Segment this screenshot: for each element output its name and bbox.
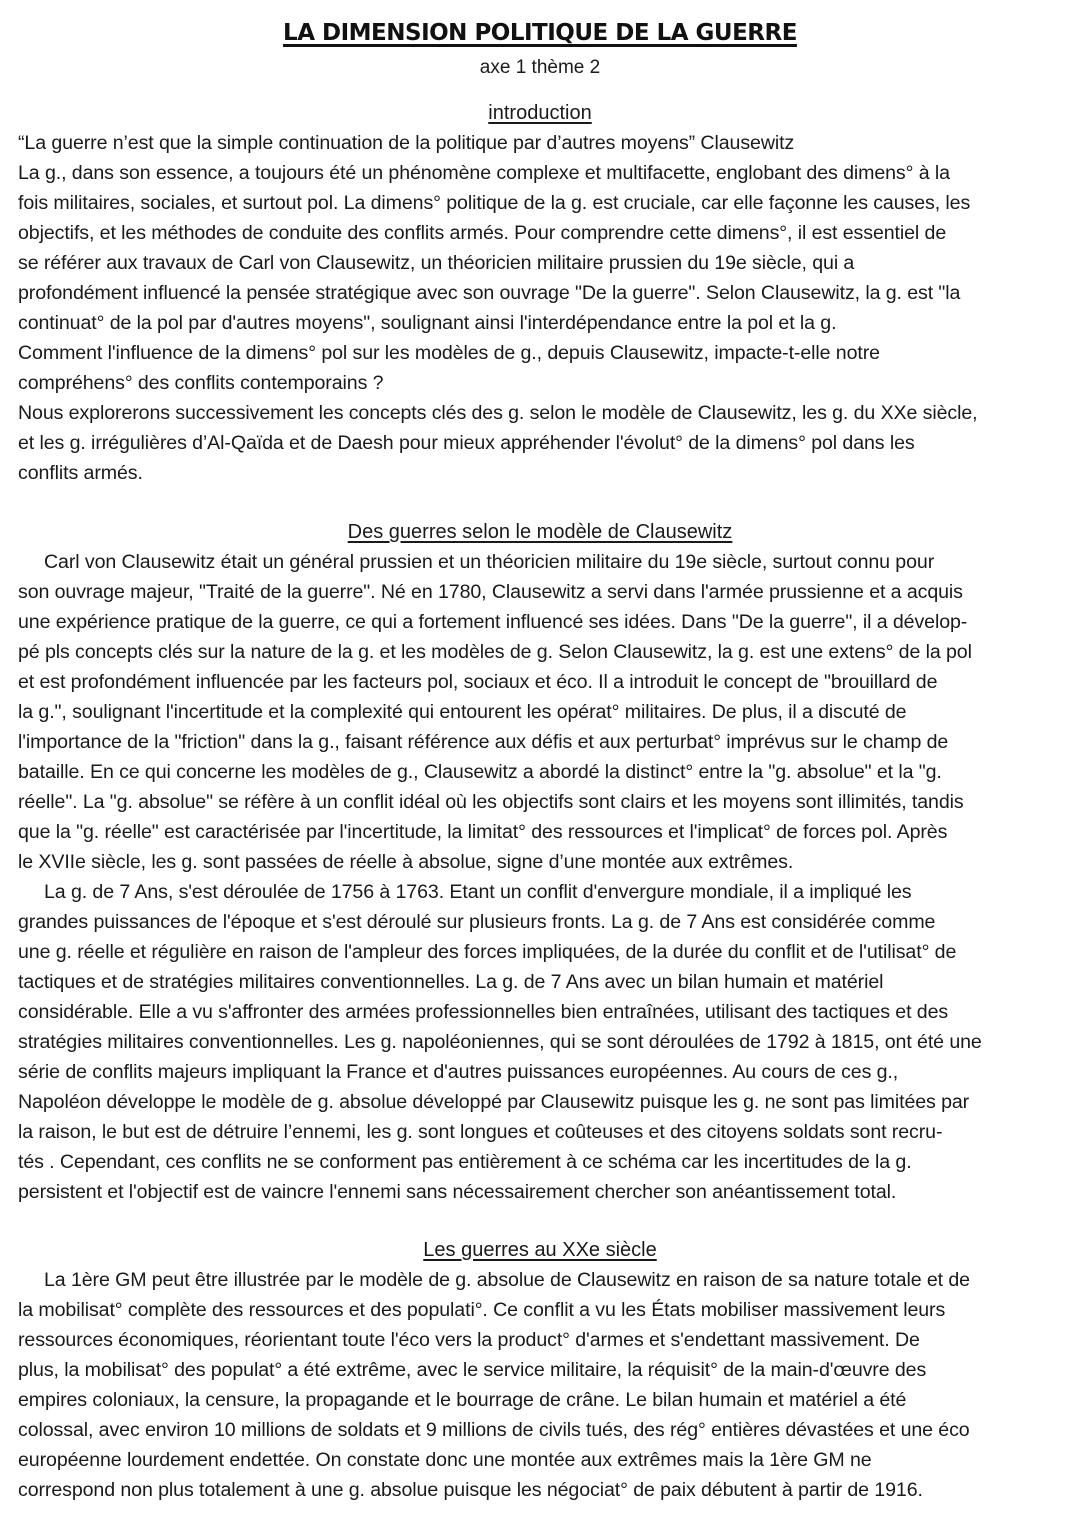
text-line: la g.", soulignant l'incertitude et la complexité qui entourent les opérat° militaires. De plus, il a discuté de bbox=[18, 701, 907, 723]
text-line: et les g. irrégulières d’Al-Qaïda et de Daesh pour mieux appréhender l'évolut° de la dimens° pol dans les bbox=[18, 432, 915, 454]
text-line: européenne lourdement endettée. On constate donc une montée aux extrêmes mais la 1ère GM ne bbox=[18, 1449, 872, 1471]
text-line: bataille. En ce qui concerne les modèles de g., Clausewitz a abordé la distinct° entre la "g. absolue" et la "g. bbox=[18, 761, 942, 783]
text-line: stratégies militaires conventionnelles. Les g. napoléoniennes, qui se sont déroulées de 1792 à 1815, ont été une bbox=[18, 1031, 982, 1053]
text-line: son ouvrage majeur, "Traité de la guerre". Né en 1780, Clausewitz a servi dans l'armée prussienne et a acquis bbox=[18, 581, 963, 603]
text-line: Napoléon développe le modèle de g. absolue développé par Clausewitz puisque les g. ne sont pas limitées par bbox=[18, 1091, 970, 1113]
text-line: se référer aux travaux de Carl von Clausewitz, un théoricien militaire prussien du 19e siècle, qui a bbox=[18, 252, 855, 274]
text-line: Carl von Clausewitz était un général prussien et un théoricien militaire du 19e siècle, surtout connu pour bbox=[44, 551, 935, 573]
text-line: Nous explorerons successivement les concepts clés des g. selon le modèle de Clausewitz, les g. du XXe siècle, bbox=[18, 402, 978, 424]
section-heading: Les guerres au XXe siècle bbox=[423, 1239, 657, 1261]
text-line: La 1ère GM peut être illustrée par le modèle de g. absolue de Clausewitz en raison de sa nature totale et de bbox=[44, 1269, 970, 1291]
section-introduction bbox=[0, 98, 1080, 488]
section-heading: introduction bbox=[488, 102, 592, 124]
text-line: une g. réelle et régulière en raison de l'ampleur des forces impliquées, de la durée du conflit et de l'utilisat° de bbox=[18, 941, 957, 963]
text-line: compréhens° des conflits contemporains ? bbox=[18, 372, 384, 394]
text-line: la mobilisat° complète des ressources et des populati°. Ce conflit a vu les États mobiliser massivement leurs bbox=[18, 1299, 946, 1321]
text-line: tés . Cependant, ces conflits ne se conforment pas entièrement à ce schéma car les incertitudes de la g. bbox=[18, 1151, 912, 1173]
text-line: réelle". La "g. absolue" se réfère à un conflit idéal où les objectifs sont clairs et les moyens sont illimités, tandis bbox=[18, 791, 964, 813]
text-line: profondément influencé la pensée stratégique avec son ouvrage "De la guerre". Selon Clausewitz, la g. est "la bbox=[18, 282, 961, 304]
text-line: plus, la mobilisat° des populat° a été extrême, avec le service militaire, la réquisit° de la main-d'œuvre des bbox=[18, 1359, 927, 1381]
document-title: LA DIMENSION POLITIQUE DE LA GUERRE bbox=[283, 20, 797, 46]
text-line: une expérience pratique de la guerre, ce qui a fortement influencé ses idées. Dans "De la guerre", il a dévelop- bbox=[18, 611, 968, 633]
text-line: objectifs, et les méthodes de conduite des conflits armés. Pour comprendre cette dimens°, il est essentiel de bbox=[18, 222, 947, 244]
text-line: continuat° de la pol par d'autres moyens", soulignant ainsi l'interdépendance entre la pol et la g. bbox=[18, 312, 837, 334]
section-clausewitz-model bbox=[0, 517, 1080, 1207]
text-line: la raison, le but est de détruire l’ennemi, les g. sont longues et coûteuses et des citoyens soldats sont recru- bbox=[18, 1121, 943, 1143]
section-xxe-siecle bbox=[0, 1235, 1080, 1505]
text-line: Comment l'influence de la dimens° pol sur les modèles de g., depuis Clausewitz, impacte-t-elle notre bbox=[18, 342, 880, 364]
text-line: La g., dans son essence, a toujours été un phénomène complexe et multifacette, englobant des dimens° à la bbox=[18, 162, 950, 184]
text-line: colossal, avec environ 10 millions de soldats et 9 millions de civils tués, des rég° entières dévastées et une éco bbox=[18, 1419, 970, 1441]
text-line: l'importance de la "friction" dans la g., faisant référence aux défis et aux perturbat° imprévus sur le champ de bbox=[18, 731, 949, 753]
text-line: “La guerre n’est que la simple continuation de la politique par d’autres moyens” Clausewitz bbox=[18, 132, 795, 154]
document-subtitle: axe 1 thème 2 bbox=[479, 57, 601, 78]
section-body bbox=[0, 128, 1080, 488]
text-line: et est profondément influencée par les facteurs pol, sociaux et éco. Il a introduit le concept de "brouillard de bbox=[18, 671, 938, 693]
text-line: considérable. Elle a vu s'affronter des armées professionnelles bien entraînées, utilisant des tactiques et des bbox=[18, 1001, 949, 1023]
text-line: grandes puissances de l'époque et s'est déroulé sur plusieurs fronts. La g. de 7 Ans est considérée comme bbox=[18, 911, 936, 933]
text-line: persistent et l'objectif est de vaincre l'ennemi sans nécessairement chercher son anéantissement total. bbox=[18, 1181, 897, 1203]
text-line: La g. de 7 Ans, s'est déroulée de 1756 à 1763. Etant un conflit d'envergure mondiale, il a impliqué les bbox=[44, 881, 912, 903]
text-line: ressources économiques, réorientant toute l'éco vers la product° d'armes et s'endettant massivement. De bbox=[18, 1329, 920, 1351]
text-line: fois militaires, sociales, et surtout pol. La dimens° politique de la g. est cruciale, car elle façonne les causes, les bbox=[18, 192, 971, 214]
text-line: série de conflits majeurs impliquant la France et d'autres puissances européennes. Au cours de ces g., bbox=[18, 1061, 899, 1083]
text-line: pé pls concepts clés sur la nature de la g. et les modèles de g. Selon Clausewitz, la g. est une extens° de la pol bbox=[18, 641, 972, 663]
section-body bbox=[0, 1265, 1080, 1505]
section-heading: Des guerres selon le modèle de Clausewitz bbox=[347, 521, 733, 543]
text-line: le XVIIe siècle, les g. sont passées de réelle à absolue, signe d’une montée aux extrêmes. bbox=[18, 851, 794, 873]
text-line: tactiques et de stratégies militaires conventionnelles. La g. de 7 Ans avec un bilan humain et matériel bbox=[18, 971, 884, 993]
text-line: conflits armés. bbox=[18, 462, 143, 484]
text-line: correspond non plus totalement à une g. absolue puisque les négociat° de paix débutent à partir de 1916. bbox=[18, 1479, 923, 1501]
text-line: empires coloniaux, la censure, la propagande et le bourrage de crâne. Le bilan humain et matériel a été bbox=[18, 1389, 907, 1411]
section-body bbox=[0, 547, 1080, 1207]
text-line: que la "g. réelle" est caractérisée par l'incertitude, la limitat° des ressources et l'implicat° de forces pol. Après bbox=[18, 821, 948, 843]
